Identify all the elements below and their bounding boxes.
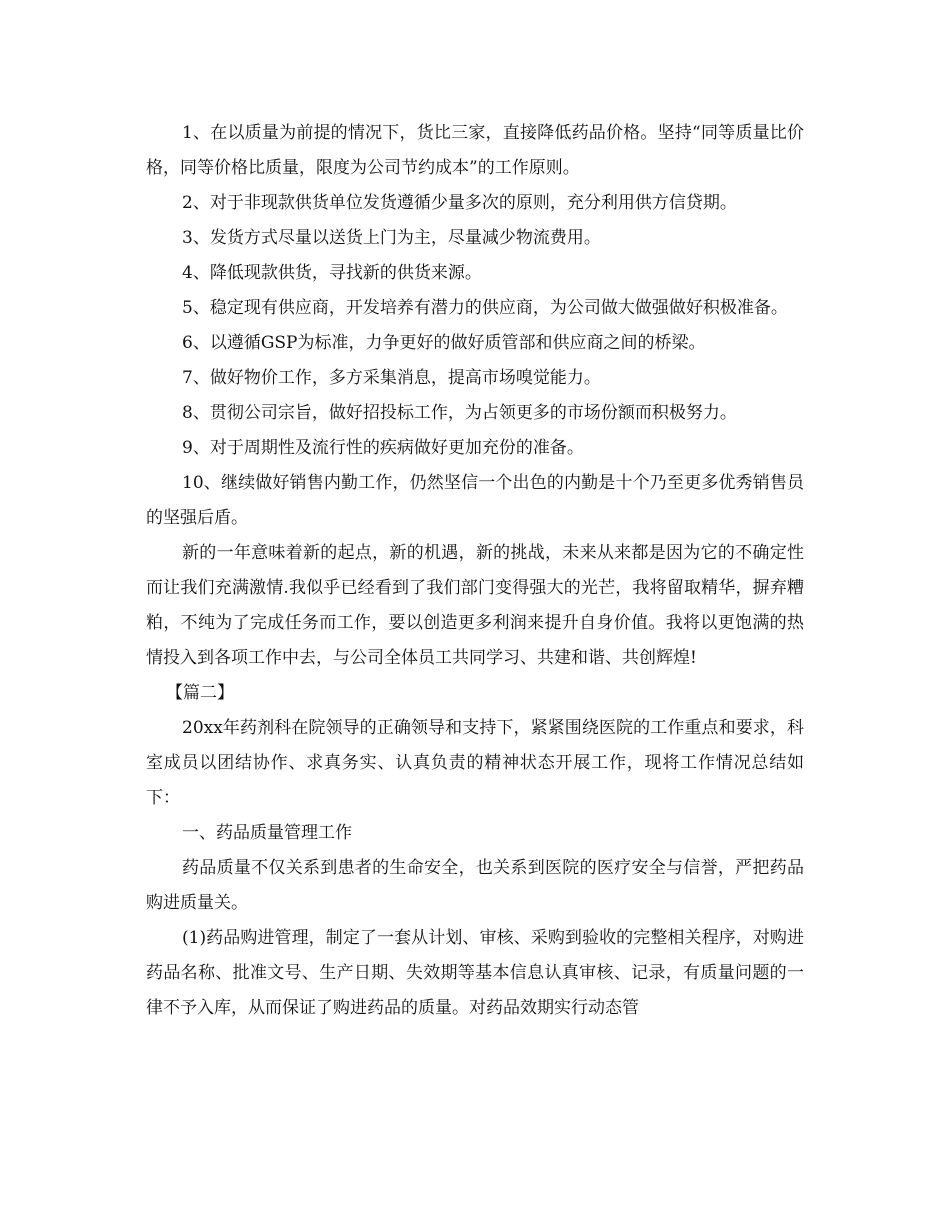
paragraph-item-1: 1、在以质量为前提的情况下，货比三家，直接降低药品价格。坚持“同等质量比价格，同等价格比质量，限度为公司节约成本”的工作原则。	[146, 123, 804, 178]
paragraph-item-8: 8、贯彻公司宗旨，做好招投标工作，为占领更多的市场份额而积极努力。	[182, 403, 737, 423]
paragraph-item-7: 7、做好物价工作，多方采集消息，提高市场嗅觉能力。	[182, 368, 601, 388]
paragraph-item-5: 5、稳定现有供应商，开发培养有潜力的供应商，为公司做大做强做好积极准备。	[182, 298, 788, 318]
paragraph-item-2: 2、对于非现款供货单位发货遵循少量多次的原则，充分利用供方信贷期。	[182, 193, 737, 213]
quality-paragraph: 药品质量不仅关系到患者的生命安全，也关系到医院的医疗安全与信誉，严把药品购进质量关。	[146, 858, 804, 913]
procurement-paragraph: (1)药品购进管理，制定了一套从计划、审核、采购到验收的完整相关程序，对购进药品名称、批准文号、生产日期、失效期等基本信息认真审核、记录，有质量问题的一律不予入库，从而保证了购进药品的质量。对药品效期实行动态管	[146, 928, 804, 1018]
paragraph-item-9: 9、对于周期性及流行性的疾病做好更加充份的准备。	[182, 438, 584, 458]
paragraph-item-6: 6、以遵循GSP为标准，力争更好的做好质管部和供应商之间的桥梁。	[182, 333, 706, 353]
document-body	[146, 116, 804, 1026]
section-heading: 【篇二】	[166, 683, 234, 703]
paragraph-item-10: 10、继续做好销售内勤工作，仍然坚信一个出色的内勤是十个乃至更多优秀销售员的坚强后盾。	[146, 473, 804, 528]
subsection-title: 一、药品质量管理工作	[182, 823, 352, 843]
paragraph-item-3: 3、发货方式尽量以送货上门为主，尽量减少物流费用。	[182, 228, 601, 248]
closing-paragraph: 新的一年意味着新的起点，新的机遇，新的挑战，未来从来都是因为它的不确定性而让我们充满激情.我似乎已经看到了我们部门变得强大的光芒，我将留取精华，摒弃糟粕，不纯为了完成任务而工作，要以创造更多利润来提升自身价值。我将以更饱满的热情投入到各项工作中去，与公司全体员工共同学习、共建和谐、共创辉煌!	[146, 543, 804, 668]
paragraph-item-4: 4、降低现款供货，寻找新的供货来源。	[182, 263, 482, 283]
intro-paragraph: 20xx年药剂科在院领导的正确领导和支持下，紧紧围绕医院的工作重点和要求，科室成员以团结协作、求真务实、认真负责的精神状态开展工作，现将工作情况总结如下：	[146, 718, 804, 808]
